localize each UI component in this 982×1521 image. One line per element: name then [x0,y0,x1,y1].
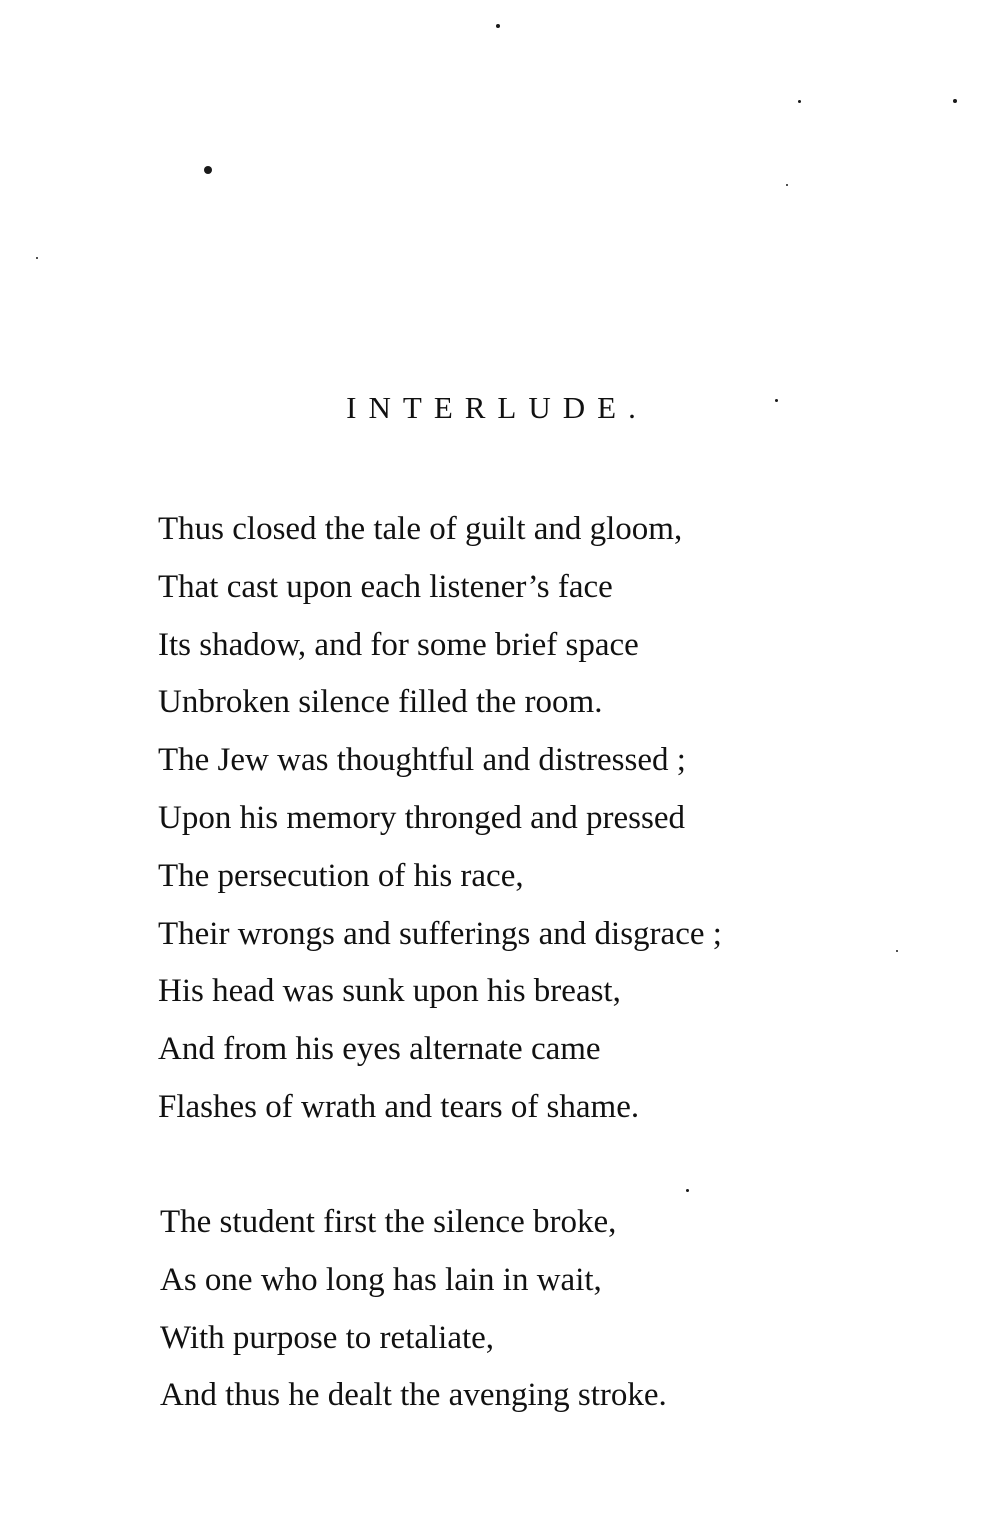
verse-line: Flashes of wrath and tears of shame. [158,1088,640,1125]
verse-line: Thus closed the tale of guilt and gloom, [158,511,683,547]
verse-line: As one who long has lain in wait, [160,1261,602,1298]
verse-line: And from his eyes alternate came [158,1031,601,1068]
page-title: INTERLUDE. [346,390,648,425]
verse-line: The persecution of his race, [158,857,524,894]
verse-line: Its shadow, and for some brief space [158,626,639,663]
verse-line: With purpose to retaliate, [160,1319,495,1356]
scan-speck [953,99,957,103]
verse-line: Their wrongs and sufferings and disgrace ; [158,915,722,952]
scan-speck [496,24,500,28]
verse-line: His head was sunk upon his breast, [158,973,621,1010]
scan-speck [786,184,788,186]
scan-speck [686,1189,689,1192]
verse-line: Upon his memory thronged and pressed [158,799,685,836]
verse-line: Unbroken silence filled the room. [158,684,603,721]
verse-line: And thus he dealt the avenging stroke. [160,1377,667,1414]
stanza [160,1194,940,1425]
scan-speck [798,100,801,103]
verse-line: That cast upon each listener’s face [158,568,613,605]
scan-speck [36,257,38,259]
verse-line: The Jew was thoughtful and distressed ; [158,742,686,779]
scan-speck [204,166,212,174]
verse-line: The student first the silence broke, [160,1204,617,1240]
stanza [158,501,938,1137]
